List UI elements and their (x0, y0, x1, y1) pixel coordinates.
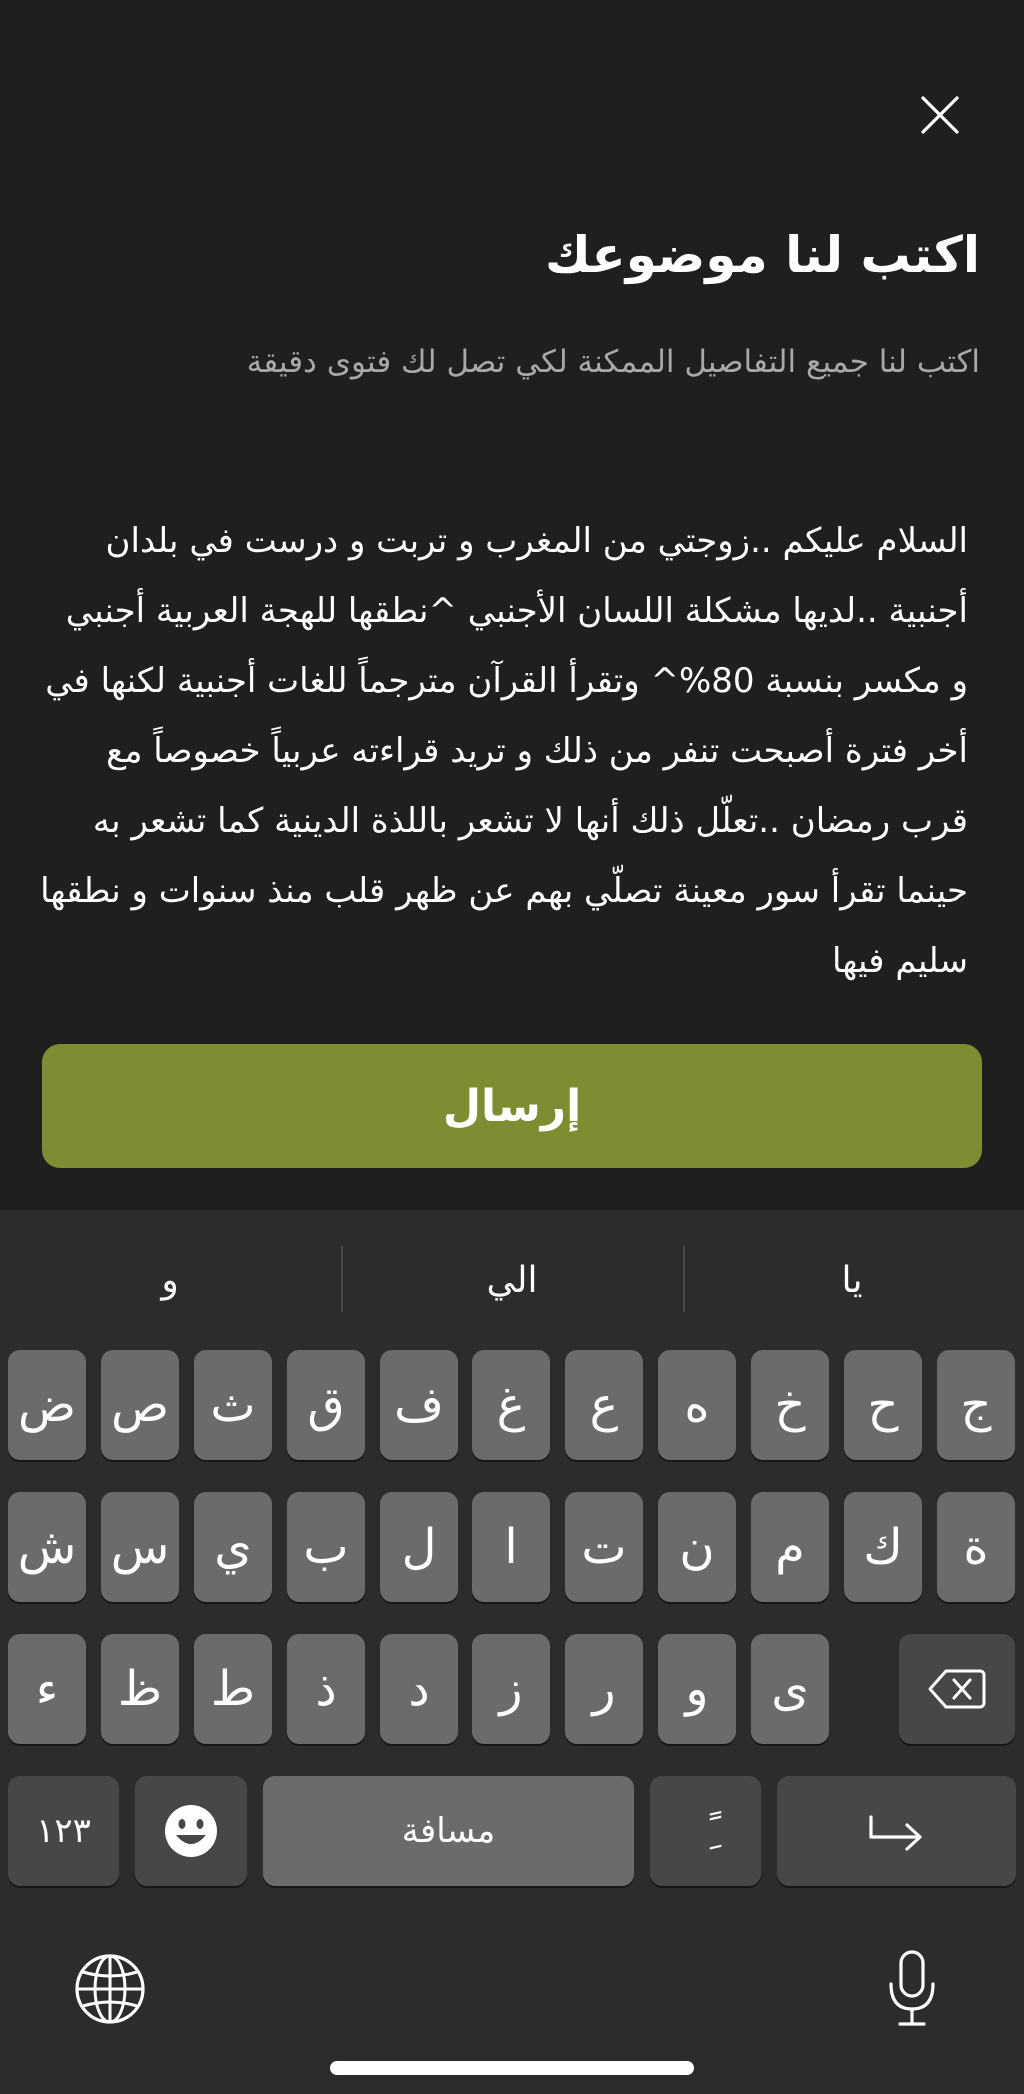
key[interactable]: ن (658, 1492, 736, 1602)
globe-icon (74, 1953, 146, 2025)
numbers-key[interactable] (8, 1776, 119, 1886)
diacritics-key[interactable] (650, 1776, 761, 1886)
key[interactable]: ل (380, 1492, 458, 1602)
space-key-label: مسافة (401, 1811, 496, 1851)
delete-key[interactable] (899, 1634, 1015, 1744)
suggestion-divider (341, 1246, 343, 1312)
backspace-icon (928, 1668, 986, 1710)
suggestion-bar (0, 1210, 1024, 1350)
key[interactable]: ب (287, 1492, 365, 1602)
return-icon (867, 1807, 927, 1855)
keyboard (0, 1210, 1024, 2094)
key[interactable]: ض (8, 1350, 86, 1460)
page-subtitle: اكتب لنا جميع التفاصيل الممكنة لكي تصل لك فتوى دقيقة (246, 344, 980, 380)
space-key[interactable] (263, 1776, 634, 1886)
key[interactable]: ط (194, 1634, 272, 1744)
key[interactable]: ا (472, 1492, 550, 1602)
page-title: اكتب لنا موضوعك (544, 226, 980, 284)
send-button[interactable]: إرسال (42, 1044, 982, 1168)
suggestion-divider (683, 1246, 685, 1312)
key[interactable]: ر (565, 1634, 643, 1744)
key[interactable]: خ (751, 1350, 829, 1460)
key[interactable]: م (751, 1492, 829, 1602)
emoji-key[interactable] (135, 1776, 247, 1886)
key[interactable]: ى (751, 1634, 829, 1744)
message-textarea[interactable] (29, 506, 970, 1018)
key[interactable]: ك (844, 1492, 922, 1602)
key[interactable]: ج (937, 1350, 1015, 1460)
suggestion-item[interactable]: و (161, 1259, 179, 1301)
key[interactable]: ف (380, 1350, 458, 1460)
key[interactable]: ة (937, 1492, 1015, 1602)
message-text: السلام عليكم ..زوجتي من المغرب و تربت و درست في بلدان أجنبية ..لديها مشكلة اللسان الأجنبي ^نطقها للهجة العربية أجنبي و مكسر بنسبة 80%^ وتقرأ القرآن مترجماً للغات أجنبية لكنها في أخر فترة أصبحت تنفر من ذلك و تريد قراءته عربياً خصوصاً مع قرب رمضان ..تعلّل ذلك أنها لا تشعر باللذة الدينية كما تشعر به حينما تقرأ سور معينة تصلّي بهم عن ظهر قلب منذ سنوات و نطقها سليم فيها (29, 521, 968, 981)
globe-button[interactable] (70, 1949, 150, 2029)
key[interactable]: ث (194, 1350, 272, 1460)
microphone-icon (886, 1949, 938, 2029)
key[interactable]: ظ (101, 1634, 179, 1744)
key[interactable]: د (380, 1634, 458, 1744)
close-icon (920, 95, 960, 135)
emoji-icon (163, 1803, 219, 1859)
key[interactable]: و (658, 1634, 736, 1744)
key[interactable]: ص (101, 1350, 179, 1460)
close-button[interactable] (910, 88, 970, 142)
suggestion-item[interactable]: يا (841, 1259, 863, 1301)
key[interactable]: ت (565, 1492, 643, 1602)
key[interactable]: ح (844, 1350, 922, 1460)
numbers-key-label: ١٢٣ (36, 1811, 91, 1851)
key[interactable]: ذ (287, 1634, 365, 1744)
return-key[interactable] (777, 1776, 1016, 1886)
home-indicator[interactable] (330, 2061, 694, 2075)
suggestion-item[interactable]: الي (486, 1259, 538, 1301)
key[interactable]: ي (194, 1492, 272, 1602)
key[interactable]: ز (472, 1634, 550, 1744)
key[interactable]: ه (658, 1350, 736, 1460)
key[interactable]: ع (565, 1350, 643, 1460)
key[interactable]: غ (472, 1350, 550, 1460)
key[interactable]: س (101, 1492, 179, 1602)
key[interactable]: ء (8, 1634, 86, 1744)
microphone-button[interactable] (872, 1946, 952, 2032)
key[interactable]: ش (8, 1492, 86, 1602)
key[interactable]: ق (287, 1350, 365, 1460)
